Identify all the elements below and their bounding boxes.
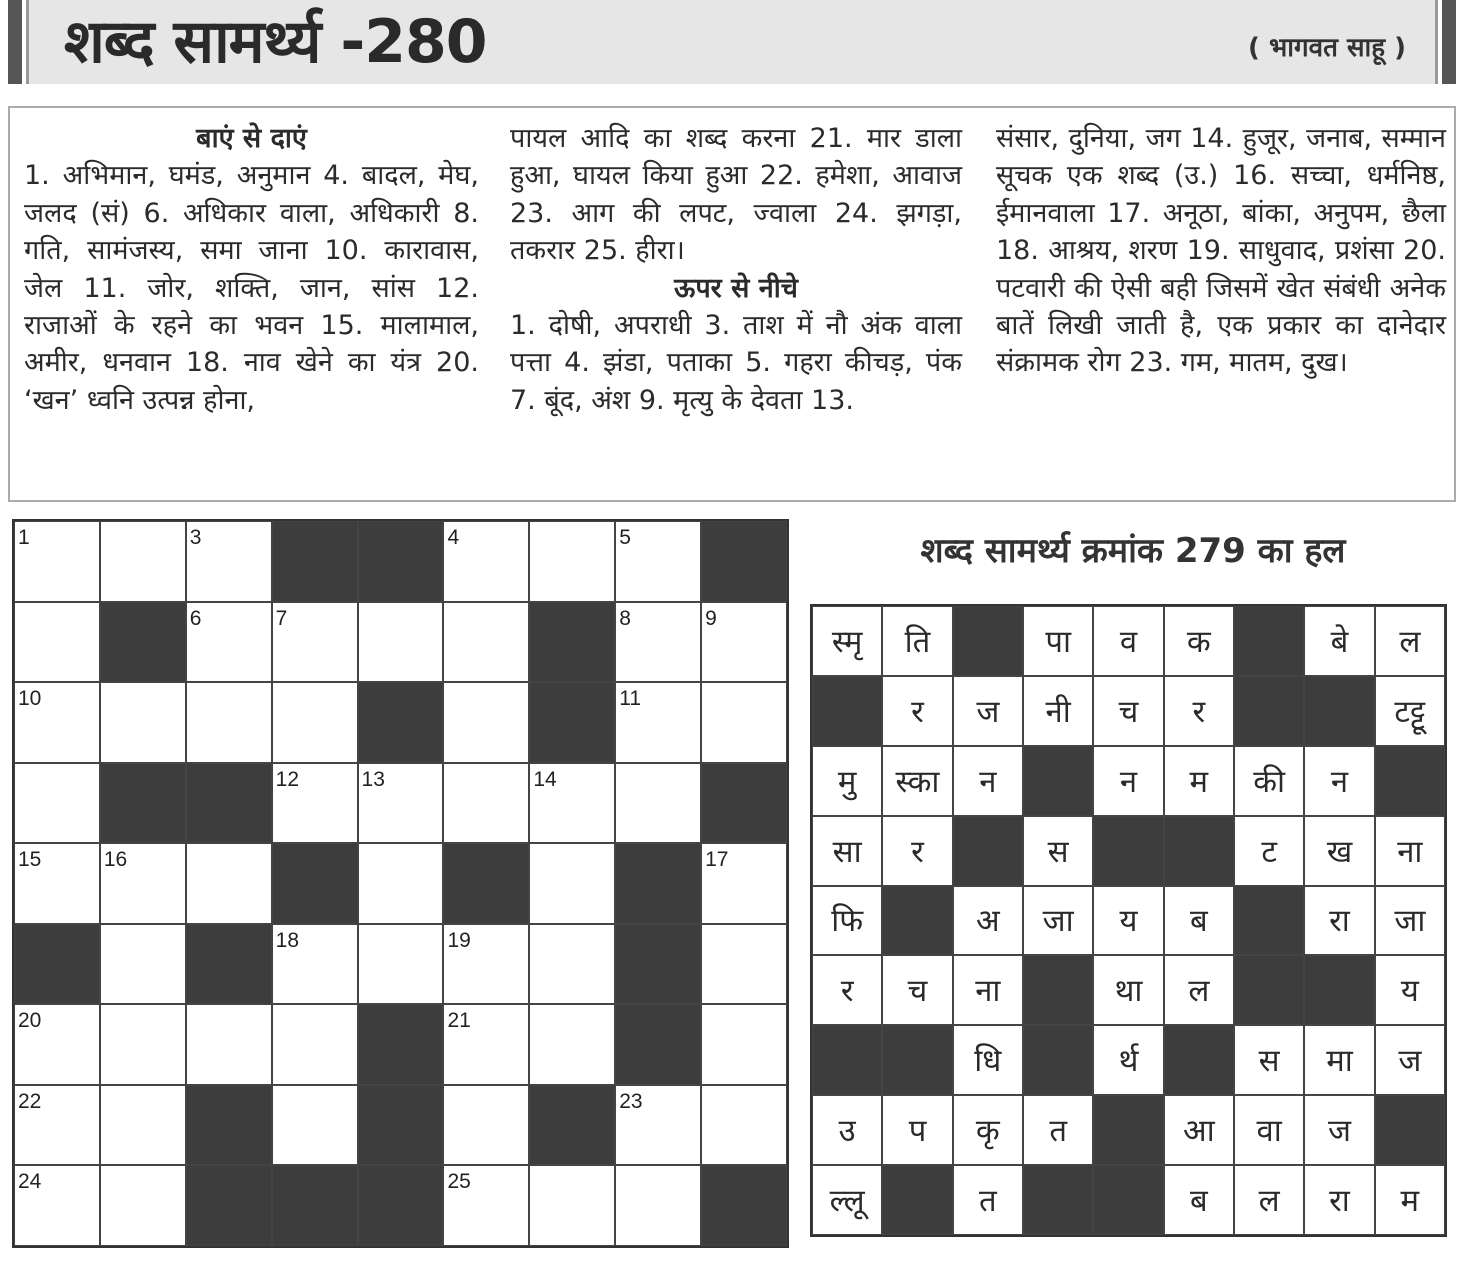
solution-black-cell [1023,1025,1093,1095]
grid-cell[interactable] [529,521,615,602]
grid-cell[interactable] [529,843,615,924]
grid-cell[interactable] [100,1165,186,1246]
crossword-grid [12,519,789,1248]
solution-cell: उ [812,1095,882,1165]
grid-cell[interactable] [14,843,100,924]
solution-cell: मु [812,746,882,816]
solution-cell: ब [1164,1165,1234,1235]
puzzle-title: शब्द सामर्थ्य -280 [64,7,487,77]
grid-cell[interactable] [443,763,529,844]
solution-black-cell [1093,1095,1163,1165]
solution-black-cell [1234,606,1304,676]
black-cell [358,1165,444,1246]
solution-cell: कृ [953,1095,1023,1165]
solution-cell: प [882,1095,952,1165]
clue-number: 14 [533,767,557,791]
solution-cell: च [882,955,952,1025]
solution-cell: ल्लू [812,1165,882,1235]
solution-black-cell [1234,676,1304,746]
grid-cell[interactable] [529,1165,615,1246]
clues-column-2 [510,120,962,419]
solution-cell: र [812,955,882,1025]
grid-cell[interactable] [272,763,358,844]
solution-black-cell [1375,746,1445,816]
solution-cell: वा [1234,1095,1304,1165]
grid-cell[interactable] [272,1004,358,1085]
grid-cell[interactable] [186,521,272,602]
grid-cell[interactable] [272,602,358,683]
grid-cell[interactable] [615,521,701,602]
black-cell [358,682,444,763]
clue-number: 24 [18,1170,42,1194]
black-cell [529,602,615,683]
grid-cell[interactable] [443,1004,529,1085]
solution-cell: जा [1023,886,1093,956]
solution-cell: नी [1023,676,1093,746]
grid-cell[interactable] [615,682,701,763]
grid-cell[interactable] [358,763,444,844]
solution-cell: आ [1164,1095,1234,1165]
grid-cell[interactable] [615,1165,701,1246]
clue-number: 4 [447,526,460,549]
header-left-bar [8,0,22,84]
solution-cell: रा [1304,886,1374,956]
grid-cell[interactable] [615,1085,701,1166]
black-cell [529,682,615,763]
solution-black-cell [812,676,882,746]
solution-black-cell [812,1025,882,1095]
solution-cell: त [953,1165,1023,1235]
solution-cell: टट्टू [1375,676,1445,746]
grid-cell[interactable] [100,1085,186,1166]
grid-cell[interactable] [443,1165,529,1246]
clue-number: 15 [18,848,42,872]
grid-cell[interactable] [701,843,787,924]
grid-cell[interactable] [529,1004,615,1085]
solution-cell: ल [1164,955,1234,1025]
black-cell [615,843,701,924]
clue-number: 18 [275,928,300,952]
grid-cell[interactable] [529,924,615,1005]
across-heading: बाएं से दाएं [196,123,307,154]
solution-black-cell [953,606,1023,676]
solution-cell: म [1375,1165,1445,1235]
black-cell [186,924,272,1005]
solution-cell: ना [1375,816,1445,886]
solution-cell: व [1093,606,1163,676]
clue-number: 25 [447,1170,471,1194]
clue-number: 16 [103,848,128,872]
solution-cell: सा [812,816,882,886]
solution-black-cell [1304,676,1374,746]
solution-cell: य [1093,886,1163,956]
solution-black-cell [1023,1165,1093,1235]
grid-cell[interactable] [14,763,100,844]
black-cell [358,521,444,602]
grid-cell[interactable] [615,602,701,683]
solution-cell: धि [953,1025,1023,1095]
solution-black-cell [1093,816,1163,886]
black-cell [701,763,787,844]
solution-title: शब्द सामर्थ्य क्रमांक 279 का हल [920,531,1346,571]
solution-cell: फि [812,886,882,956]
grid-cell[interactable] [615,763,701,844]
solution-cell: जा [1375,886,1445,956]
solution-cell: र्थ [1093,1025,1163,1095]
grid-cell[interactable] [443,924,529,1005]
author-credit: ( भागवत साहू ) [1248,33,1406,63]
clues-box [8,106,1456,502]
solution-cell: न [953,746,1023,816]
solution-cell: ल [1234,1165,1304,1235]
solution-cell: ति [882,606,952,676]
solution-cell: ब [1164,886,1234,956]
black-cell [615,1004,701,1085]
solution-black-cell [1234,886,1304,956]
grid-cell[interactable] [358,843,444,924]
solution-cell: ट [1234,816,1304,886]
grid-cell[interactable] [100,924,186,1005]
clue-number: 6 [189,606,202,630]
solution-cell: की [1234,746,1304,816]
clue-number: 20 [18,1009,42,1033]
solution-grid [810,604,1447,1237]
across-clues: 1. अभिमान, घमंड, अनुमान 4. बादल, मेघ, जलद (सं) 6. अधिकार वाला, अधिकारी 8. गति, सामंजस्य, समा जाना 10. कारावास, जेल 11. जोर, शक्ति, जान, सांस 12. राजाओं के रहने का भवन 15. मालामाल, अमीर, धनवान 18. नाव खेने का यंत्र 20. ‘खन’ ध्वनि उत्पन्न होना, [24,160,479,416]
solution-cell: र [1164,676,1234,746]
black-cell [443,843,529,924]
solution-cell: न [1304,746,1374,816]
grid-cell[interactable] [701,682,787,763]
clues-column-1 [24,120,479,419]
black-cell [615,924,701,1005]
grid-cell[interactable] [701,1004,787,1085]
grid-cell[interactable] [272,682,358,763]
across-clues-continued: पायल आदि का शब्द करना 21. मार डाला हुआ, घायल किया हुआ 22. हमेशा, आवाज 23. आग की लपट, ज्वाला 24. झगड़ा, तकरार 25. हीरा। [510,123,962,267]
solution-black-cell [1164,816,1234,886]
solution-cell: त [1023,1095,1093,1165]
solution-black-cell [882,1025,952,1095]
solution-black-cell [1234,955,1304,1025]
clue-number: 17 [705,848,729,872]
clue-number: 13 [361,767,385,791]
grid-cell[interactable] [701,1085,787,1166]
solution-cell: रा [1304,1165,1374,1235]
clue-number: 19 [447,928,471,952]
grid-cell[interactable] [100,1004,186,1085]
black-cell [186,763,272,844]
black-cell [100,763,186,844]
grid-cell[interactable] [186,682,272,763]
solution-black-cell [1023,746,1093,816]
grid-cell[interactable] [100,843,186,924]
solution-cell: क [1164,606,1234,676]
grid-cell[interactable] [358,924,444,1005]
down-heading: ऊपर से नीचे [674,272,798,304]
grid-cell[interactable] [14,1165,100,1246]
grid-cell[interactable] [14,602,100,683]
solution-black-cell [882,1165,952,1235]
solution-black-cell [1375,1095,1445,1165]
solution-cell: र [882,816,952,886]
grid-cell[interactable] [443,521,529,602]
down-clues-continued: संसार, दुनिया, जग 14. हुजूर, जनाब, सम्मान सूचक एक शब्द (उ.) 16. सच्चा, धर्मनिष्ठ, ईमानवाला 17. अनूठा, बांका, अनुपम, छैला 18. आश्रय, शरण 19. साधुवाद, प्रशंसा 20. पटवारी की ऐसी बही जिसमें खेत संबंधी अनेक बातें लिखी जाती है, एक प्रकार का दानेदार संक्रामक रोग 23. गम, मातम, दुख। [996,123,1446,379]
solution-cell: स्मृ [812,606,882,676]
black-cell [358,1004,444,1085]
black-cell [186,1165,272,1246]
grid-cell[interactable] [186,602,272,683]
grid-cell[interactable] [186,843,272,924]
black-cell [100,602,186,683]
black-cell [529,1085,615,1166]
black-cell [186,1085,272,1166]
clue-number: 7 [275,606,288,630]
solution-cell: अ [953,886,1023,956]
solution-black-cell [1164,1025,1234,1095]
grid-cell[interactable] [272,924,358,1005]
solution-cell: स [1023,816,1093,886]
black-cell [14,924,100,1005]
solution-cell: बे [1304,606,1374,676]
solution-cell: था [1093,955,1163,1025]
clue-number: 23 [619,1089,643,1113]
clues-column-3 [996,120,1446,382]
solution-black-cell [1093,1165,1163,1235]
black-cell [358,1085,444,1166]
grid-cell[interactable] [443,602,529,683]
clue-number: 5 [619,526,631,549]
grid-cell[interactable] [14,1085,100,1166]
solution-black-cell [1023,955,1093,1025]
solution-cell: पा [1023,606,1093,676]
grid-cell[interactable] [701,924,787,1005]
solution-black-cell [882,886,952,956]
down-clues: 1. दोषी, अपराधी 3. ताश में नौ अंक वाला पत्ता 4. झंडा, पताका 5. गहरा कीचड़, पंक 7. बूंद, अंश 9. मृत्यु के देवता 13. [510,310,962,416]
grid-cell[interactable] [443,682,529,763]
solution-black-cell [1304,955,1374,1025]
grid-cell[interactable] [443,1085,529,1166]
black-cell [272,1165,358,1246]
solution-cell: ज [1375,1025,1445,1095]
grid-cell[interactable] [14,1004,100,1085]
grid-cell[interactable] [100,521,186,602]
clue-number: 21 [447,1009,471,1033]
header-right-bar [1442,0,1456,84]
solution-cell: ल [1375,606,1445,676]
grid-cell[interactable] [14,521,100,602]
grid-cell[interactable] [186,1004,272,1085]
solution-cell: म [1164,746,1234,816]
clue-number: 10 [18,687,42,711]
grid-cell[interactable] [701,602,787,683]
solution-cell: ज [1304,1095,1374,1165]
grid-cell[interactable] [100,682,186,763]
solution-cell: ना [953,955,1023,1025]
solution-cell: स्का [882,746,952,816]
clue-number: 1 [18,526,30,549]
solution-cell: य [1375,955,1445,1025]
black-cell [272,843,358,924]
grid-cell[interactable] [529,763,615,844]
clue-number: 22 [18,1089,42,1113]
grid-cell[interactable] [272,1085,358,1166]
clue-number: 8 [619,606,631,630]
solution-cell: मा [1304,1025,1374,1095]
black-cell [701,1165,787,1246]
solution-cell: ख [1304,816,1374,886]
clue-number: 9 [705,606,717,630]
clue-number: 3 [189,526,202,549]
solution-cell: ज [953,676,1023,746]
header [8,0,1456,84]
black-cell [272,521,358,602]
black-cell [701,521,787,602]
solution-cell: न [1093,746,1163,816]
grid-cell[interactable] [14,682,100,763]
solution-cell: स [1234,1025,1304,1095]
solution-cell: र [882,676,952,746]
solution-cell: च [1093,676,1163,746]
solution-black-cell [953,816,1023,886]
clue-number: 12 [275,767,300,791]
grid-cell[interactable] [358,602,444,683]
clue-number: 11 [619,687,642,711]
